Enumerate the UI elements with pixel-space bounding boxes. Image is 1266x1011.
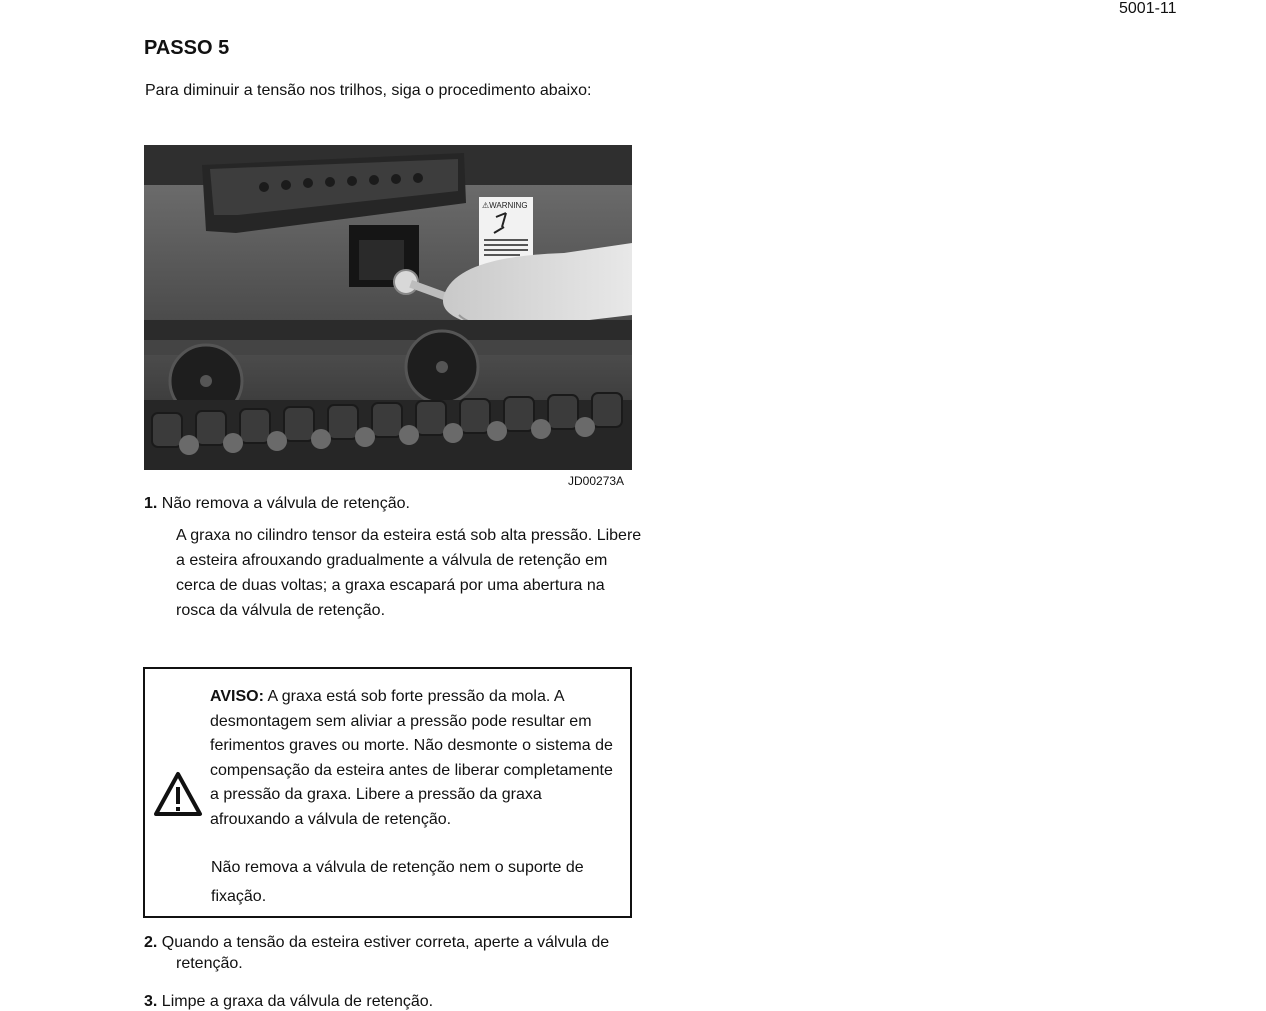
list-item-text: Não remova a válvula de retenção. (161, 495, 410, 512)
list-item-text-continued: retenção. (176, 955, 243, 972)
track-adjuster-photo (144, 145, 632, 470)
page-number: 5001-11 (1119, 0, 1177, 17)
warning-text-secondary: Não remova a válvula de retenção nem o suporte de fixação. (211, 859, 584, 905)
track-adjuster-illustration (144, 145, 632, 470)
step-title: PASSO 5 (144, 37, 230, 59)
list-item-number: 3. (144, 993, 158, 1010)
list-item-1 (144, 495, 410, 513)
list-item-text: Quando a tensão da esteira estiver correta, aperte a válvula de (161, 934, 610, 951)
warning-box (143, 667, 632, 918)
list-item-number: 2. (144, 934, 158, 951)
list-item-number: 1. (144, 495, 158, 512)
warning-text (210, 685, 625, 832)
list-item-3 (144, 993, 433, 1011)
warning-triangle-icon (153, 771, 203, 822)
list-item-1-detail: A graxa no cilindro tensor da esteira está sob alta pressão. Libere a esteira afrouxando gradualmente a válvula de retenção em cerca de duas voltas; a graxa escapará por uma abertura na rosca da válvula de retenção. (176, 527, 642, 619)
warning-label: AVISO: (210, 688, 264, 705)
figure-code: JD00273A (568, 474, 625, 488)
list-item-text: Limpe a graxa da válvula de retenção. (161, 993, 434, 1010)
step-intro: Para diminuir a tensão nos trilhos, siga o procedimento abaixo: (145, 82, 592, 99)
svg-text:⚠WARNING: ⚠WARNING (482, 201, 528, 210)
list-item-2 (144, 932, 614, 974)
warning-message: A graxa está sob forte pressão da mola. A desmontagem sem aliviar a pressão pode resultar em ferimentos graves ou morte. Não desmonte o sistema de compensação da esteira antes de liberar completamente a pressão da graxa. Libere a pressão da graxa afrouxando a válvula de retenção. (210, 688, 613, 828)
